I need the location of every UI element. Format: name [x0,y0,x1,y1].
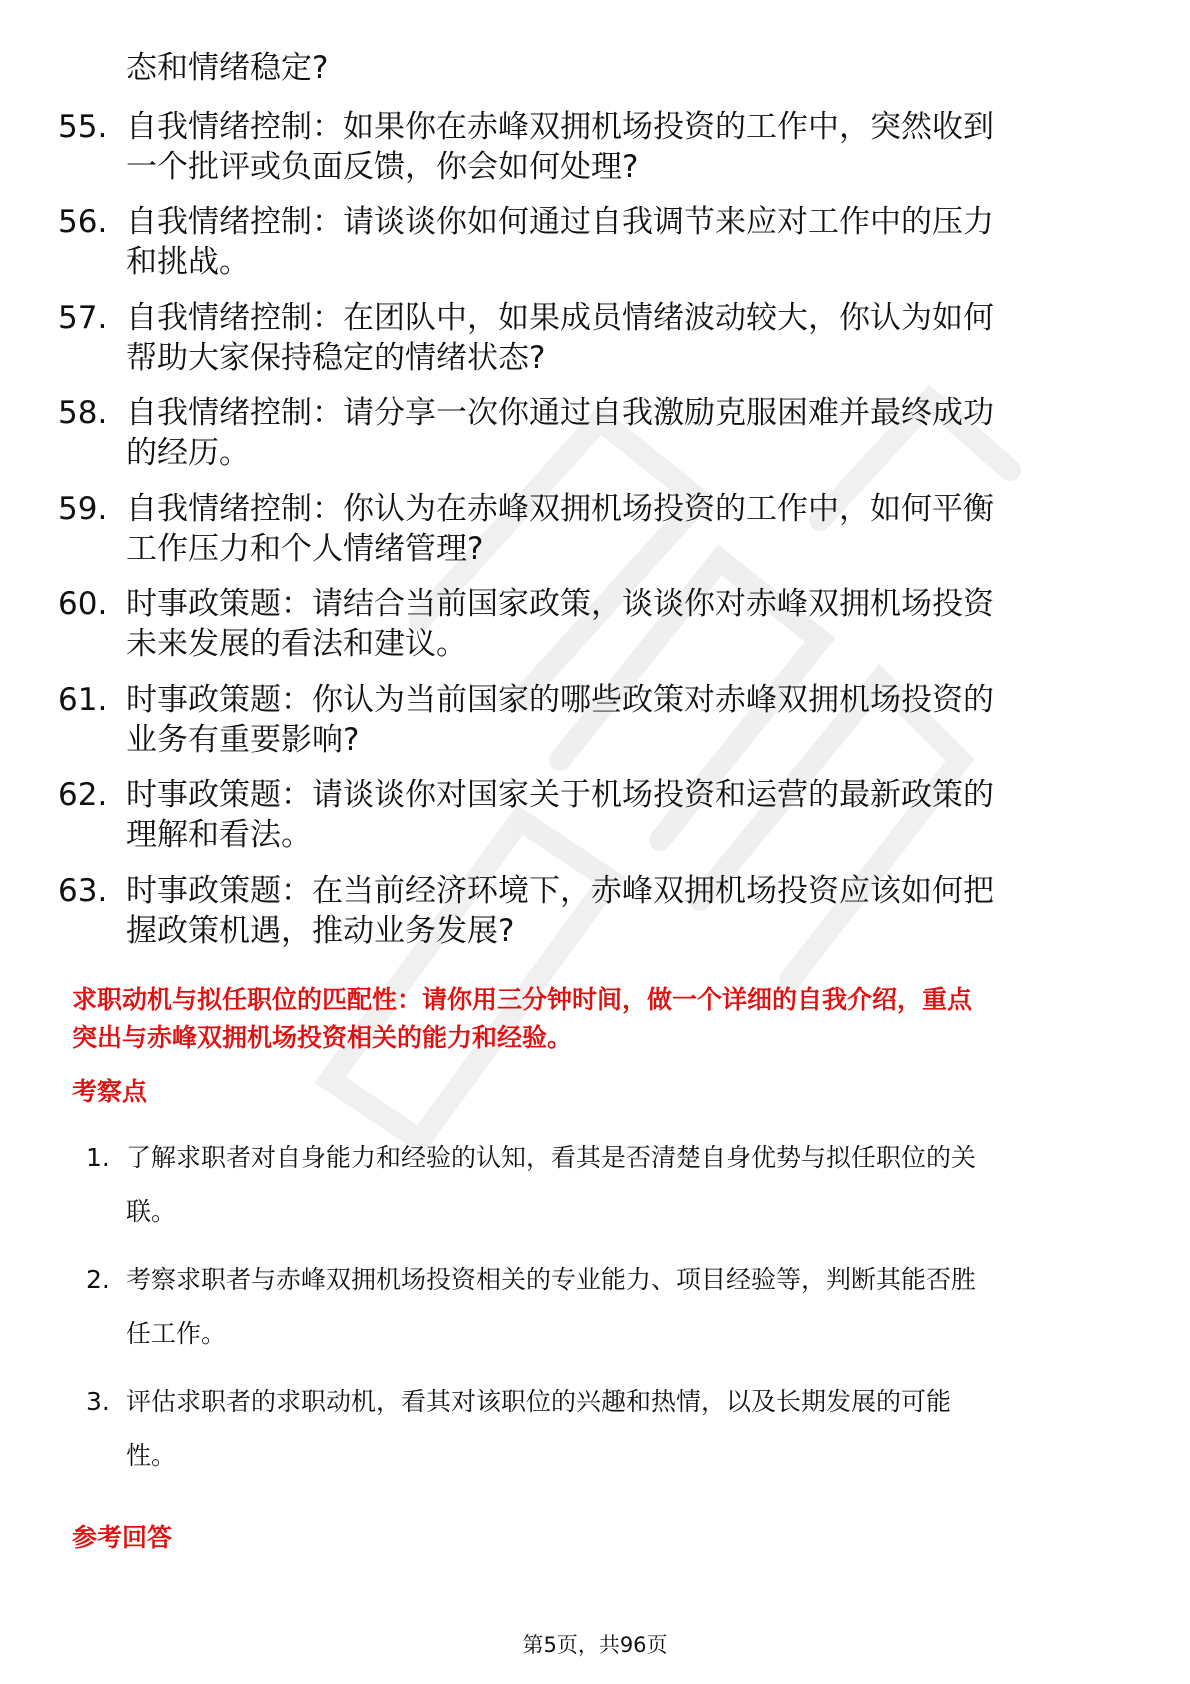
question-line: 自我情绪控制：请谈谈你如何通过自我调节来应对工作中的压力 [126,204,994,240]
point-line: 性。 [126,1441,177,1470]
point-line: 联。 [126,1197,177,1226]
question-number: 60. [58,586,108,622]
question-line: 时事政策题：在当前经济环境下，赤峰双拥机场投资应该如何把 [126,873,994,909]
question-line: 一个批评或负面反馈，你会如何处理? [126,149,639,185]
question-line: 业务有重要影响? [126,722,360,758]
page-footer: 第5页，共96页 [522,1633,668,1657]
answer-heading: 参考回答 [72,1523,173,1552]
point-line: 了解求职者对自身能力和经验的认知，看其是否清楚自身优势与拟任职位的关 [126,1143,977,1172]
question-line: 工作压力和个人情绪管理? [126,531,484,567]
question-number: 59. [58,491,108,527]
question-line: 自我情绪控制：如果你在赤峰双拥机场投资的工作中，突然收到 [126,109,994,145]
question-number: 55. [58,109,108,145]
question-line: 理解和看法。 [126,817,312,853]
question-line: 时事政策题：请谈谈你对国家关于机场投资和运营的最新政策的 [126,777,994,813]
question-line: 自我情绪控制：你认为在赤峰双拥机场投资的工作中，如何平衡 [126,491,994,527]
question-line: 帮助大家保持稳定的情绪状态? [126,340,546,376]
highlight-question-line: 求职动机与拟任职位的匹配性：请你用三分钟时间，做一个详细的自我介绍，重点 [72,985,973,1014]
point-line: 考察求职者与赤峰双拥机场投资相关的专业能力、项目经验等，判断其能否胜 [126,1265,977,1294]
question-line: 的经历。 [126,435,250,471]
question-number: 62. [58,777,108,813]
question-line: 和挑战。 [126,244,250,280]
question-line: 时事政策题：请结合当前国家政策，谈谈你对赤峰双拥机场投资 [126,586,994,622]
question-number: 61. [58,682,108,718]
question-line: 握政策机遇，推动业务发展? [126,913,515,949]
continuation-line: 态和情绪稳定? [126,50,329,86]
question-number: 57. [58,300,108,336]
question-number: 58. [58,395,108,431]
point-number: 1. [86,1143,110,1172]
highlight-question-line: 突出与赤峰双拥机场投资相关的能力和经验。 [72,1023,573,1052]
point-line: 任工作。 [126,1319,227,1348]
question-line: 时事政策题：你认为当前国家的哪些政策对赤峰双拥机场投资的 [126,682,994,718]
question-line: 自我情绪控制：请分享一次你通过自我激励克服困难并最终成功 [126,395,994,431]
question-number: 63. [58,873,108,909]
point-number: 3. [86,1387,110,1416]
question-number: 56. [58,204,108,240]
point-number: 2. [86,1265,110,1294]
question-line: 自我情绪控制：在团队中，如果成员情绪波动较大，你认为如何 [126,300,994,336]
assessment-heading: 考察点 [72,1077,148,1106]
question-line: 未来发展的看法和建议。 [126,626,467,662]
point-line: 评估求职者的求职动机，看其对该职位的兴趣和热情，以及长期发展的可能 [126,1387,952,1416]
